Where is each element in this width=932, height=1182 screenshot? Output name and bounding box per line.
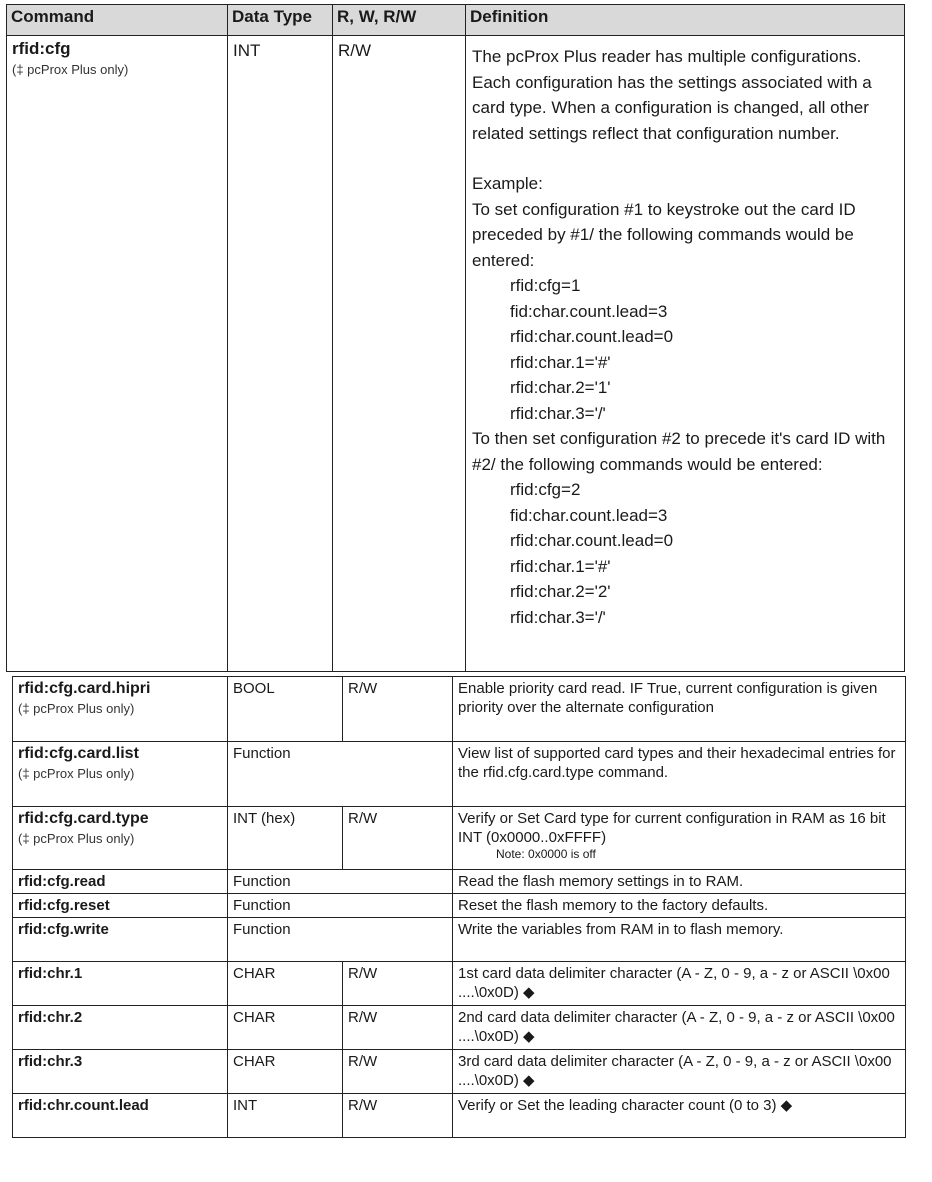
cell-definition: 2nd card data delimiter character (A - Z, 0 - 9, a - z or ASCII \0x00 ....\0x0D) ◆ (453, 1006, 906, 1050)
cell-definition: Enable priority card read. IF True, current configuration is given priority over the alternate configuration (453, 677, 906, 742)
cell-data-type: CHAR (228, 1050, 343, 1094)
cell-definition: Reset the flash memory to the factory defaults. (453, 894, 906, 918)
command-name: rfid:cfg (12, 39, 71, 58)
example-2-cmd: rfid:char.1='#' (510, 556, 611, 576)
table-row (13, 918, 906, 962)
cell-rw: R/W (343, 807, 453, 870)
cell-command: rfid:chr.count.lead (13, 1094, 228, 1138)
cell-rw: R/W (343, 677, 453, 742)
cell-data-type: CHAR (228, 962, 343, 1006)
cell-command: rfid:chr.1 (13, 962, 228, 1006)
example-2-cmd: rfid:cfg=2 (510, 480, 581, 499)
cell-command (7, 36, 228, 672)
example-1-cmd: rfid:char.1='#' (510, 352, 611, 372)
cell-data-type: INT (hex) (228, 807, 343, 870)
cell-rw: R/W (333, 36, 466, 672)
cell-data-type: Function (228, 742, 453, 807)
cell-definition: Read the flash memory settings in to RAM. (453, 870, 906, 894)
cell-definition (466, 36, 905, 672)
example-label: Example: (472, 174, 543, 193)
header-command: Command (7, 5, 228, 36)
cell-command: rfid:cfg.write (13, 918, 228, 962)
header-data-type: Data Type (228, 5, 333, 36)
header-row (7, 5, 905, 36)
table-row (13, 1094, 906, 1138)
definition-note: Note: 0x0000 is off (496, 847, 596, 861)
table-row (13, 1050, 906, 1094)
commands-table-part-1 (6, 4, 905, 672)
cell-rw: R/W (343, 962, 453, 1006)
command-note: (‡ pcProx Plus only) (18, 701, 135, 716)
command-name: rfid:cfg.card.hipri (18, 680, 151, 697)
cell-data-type: Function (228, 894, 453, 918)
cell-command: rfid:chr.2 (13, 1006, 228, 1050)
table-row (13, 870, 906, 894)
definition-text: Verify or Set Card type for current configuration in RAM as 16 bit INT (0x0000..0xFFFF) (458, 810, 886, 846)
example-2-cmd: rfid:char.2='2' (510, 582, 611, 601)
command-name: rfid:cfg.card.list (18, 745, 139, 762)
table-row-rfid-cfg (7, 36, 905, 672)
example-1-cmd: rfid:char.count.lead=0 (510, 327, 674, 346)
commands-table-part-2 (12, 676, 906, 1138)
example-2-cmd: rfid:char.count.lead=0 (510, 531, 674, 550)
command-note: (‡ pcProx Plus only) (18, 766, 135, 781)
cell-data-type: INT (228, 36, 333, 672)
cell-command (13, 677, 228, 742)
cell-rw: R/W (343, 1050, 453, 1094)
command-note: (‡ pcProx Plus only) (12, 62, 129, 77)
cell-data-type: Function (228, 918, 453, 962)
cell-data-type: Function (228, 870, 453, 894)
example-1-cmd: fid:char.count.lead=3 (510, 301, 668, 321)
table-row (13, 742, 906, 807)
cell-definition: 3rd card data delimiter character (A - Z, 0 - 9, a - z or ASCII \0x00 ....\0x0D) ◆ (453, 1050, 906, 1094)
example-1-cmd: rfid:cfg=1 (510, 276, 581, 295)
table-row (13, 962, 906, 1006)
cell-definition: Verify or Set the leading character count (0 to 3) ◆ (453, 1094, 906, 1138)
cell-command (13, 807, 228, 870)
header-rw: R, W, R/W (333, 5, 466, 36)
example-2-cmd: rfid:char.3='/' (510, 607, 606, 627)
table-row (13, 894, 906, 918)
example-1-cmd: rfid:char.3='/' (510, 403, 606, 423)
table-row (13, 807, 906, 870)
definition-intro: The pcProx Plus reader has multiple configurations. Each configuration has the settings associated with a card type. When a configuration is changed, all other related settings reflect that configuration number. (472, 47, 872, 143)
cell-definition: 1st card data delimiter character (A - Z, 0 - 9, a - z or ASCII \0x00 ....\0x0D) ◆ (453, 962, 906, 1006)
cell-definition: Write the variables from RAM in to flash memory. (453, 918, 906, 962)
cell-data-type: BOOL (228, 677, 343, 742)
cell-data-type: CHAR (228, 1006, 343, 1050)
example-1-text: To set configuration #1 to keystroke out the card ID preceded by #1/ the following commands would be entered: (472, 199, 856, 270)
cell-definition: View list of supported card types and their hexadecimal entries for the rfid.cfg.card.type command. (453, 742, 906, 807)
command-note: (‡ pcProx Plus only) (18, 831, 135, 846)
cell-definition (453, 807, 906, 870)
table-row (13, 677, 906, 742)
example-1-cmd: rfid:char.2='1' (510, 378, 611, 397)
cell-rw: R/W (343, 1094, 453, 1138)
cell-command: rfid:cfg.read (13, 870, 228, 894)
cell-command (13, 742, 228, 807)
table-row (13, 1006, 906, 1050)
example-2-cmd: fid:char.count.lead=3 (510, 505, 668, 525)
cell-data-type: INT (228, 1094, 343, 1138)
header-definition: Definition (466, 5, 905, 36)
example-2-text: To then set configuration #2 to precede it's card ID with #2/ the following commands would be entered: (472, 429, 886, 474)
cell-rw: R/W (343, 1006, 453, 1050)
cell-command: rfid:chr.3 (13, 1050, 228, 1094)
cell-command: rfid:cfg.reset (13, 894, 228, 918)
command-name: rfid:cfg.card.type (18, 810, 149, 827)
